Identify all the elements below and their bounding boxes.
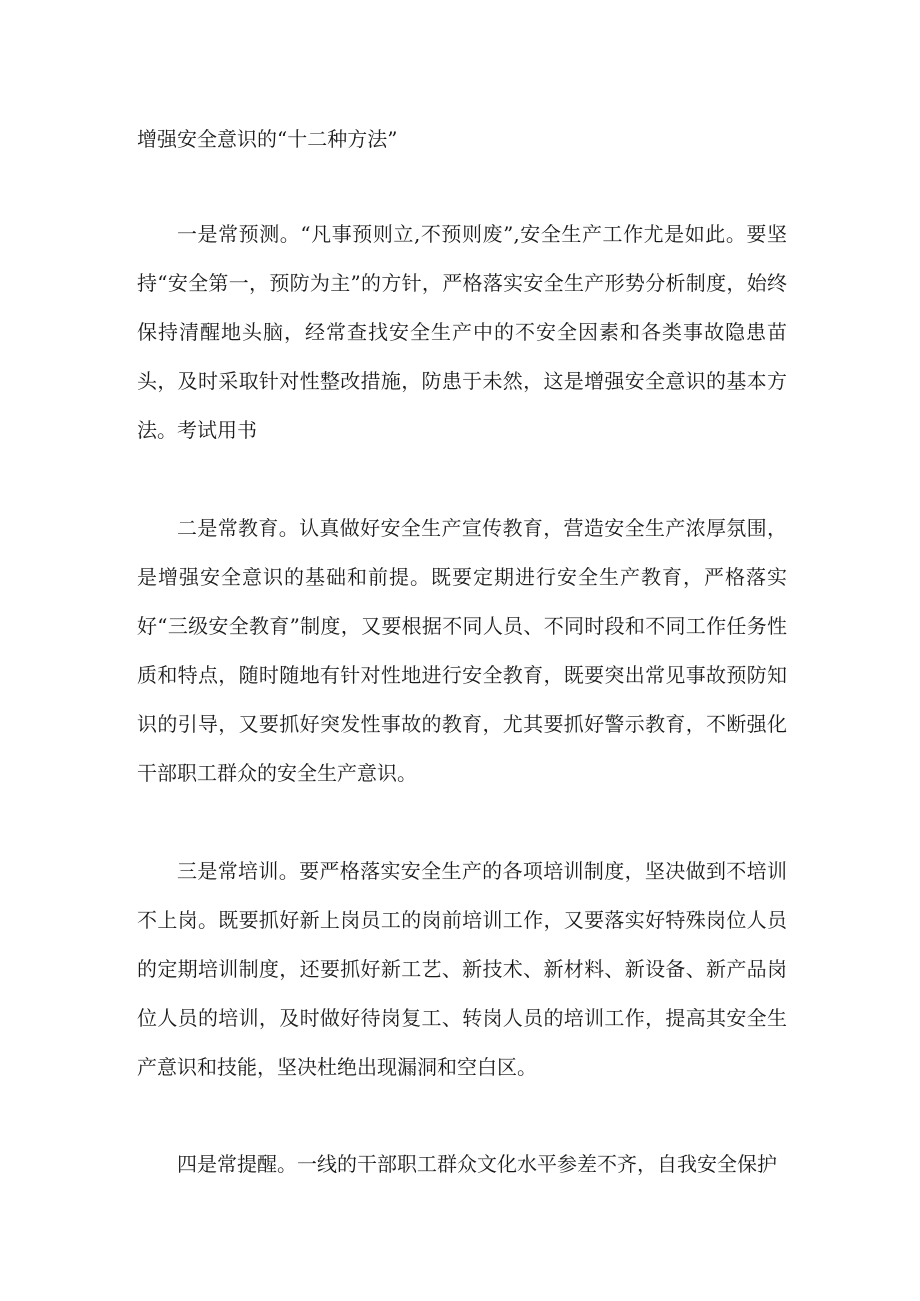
paragraph-3: 三是常培训。要严格落实安全生产的各项培训制度，坚决做到不培训不上岗。既要抓好新上岗员工的岗前培训工作，又要落实好特殊岗位人员的定期培训制度，还要抓好新工艺、新技术、新材料、新设备、新产品岗位人员的培训，及时做好待岗复工、转岗人员的培训工作，提高其安全生产意识和技能，坚决杜绝出现漏洞和空白区。: [137, 859, 787, 1079]
document-title: 增强安全意识的“十二种方法”: [137, 127, 398, 151]
paragraph-1: 一是常预测。“凡事预则立,不预则废”,安全生产工作尤是如此。要坚持“安全第一，预防为主”的方针，严格落实安全生产形势分析制度，始终保持清醒地头脑，经常查找安全生产中的不安全因素和各类事故隐患苗头，及时采取针对性整改措施，防患于未然，这是增强安全意识的基本方法。考试用书: [137, 222, 787, 442]
paragraph-2: 二是常教育。认真做好安全生产宣传教育，营造安全生产浓厚氛围，是增强安全意识的基础和前提。既要定期进行安全生产教育，严格落实好“三级安全教育”制度，又要根据不同人员、不同时段和不同工作任务性质和特点，随时随地有针对性地进行安全教育，既要突出常见事故预防知识的引导，又要抓好突发性事故的教育，尤其要抓好警示教育，不断强化干部职工群众的安全生产意识。: [137, 516, 787, 785]
paragraph-4: 四是常提醒。一线的干部职工群众文化水平参差不齐，自我安全保护: [177, 1152, 777, 1176]
